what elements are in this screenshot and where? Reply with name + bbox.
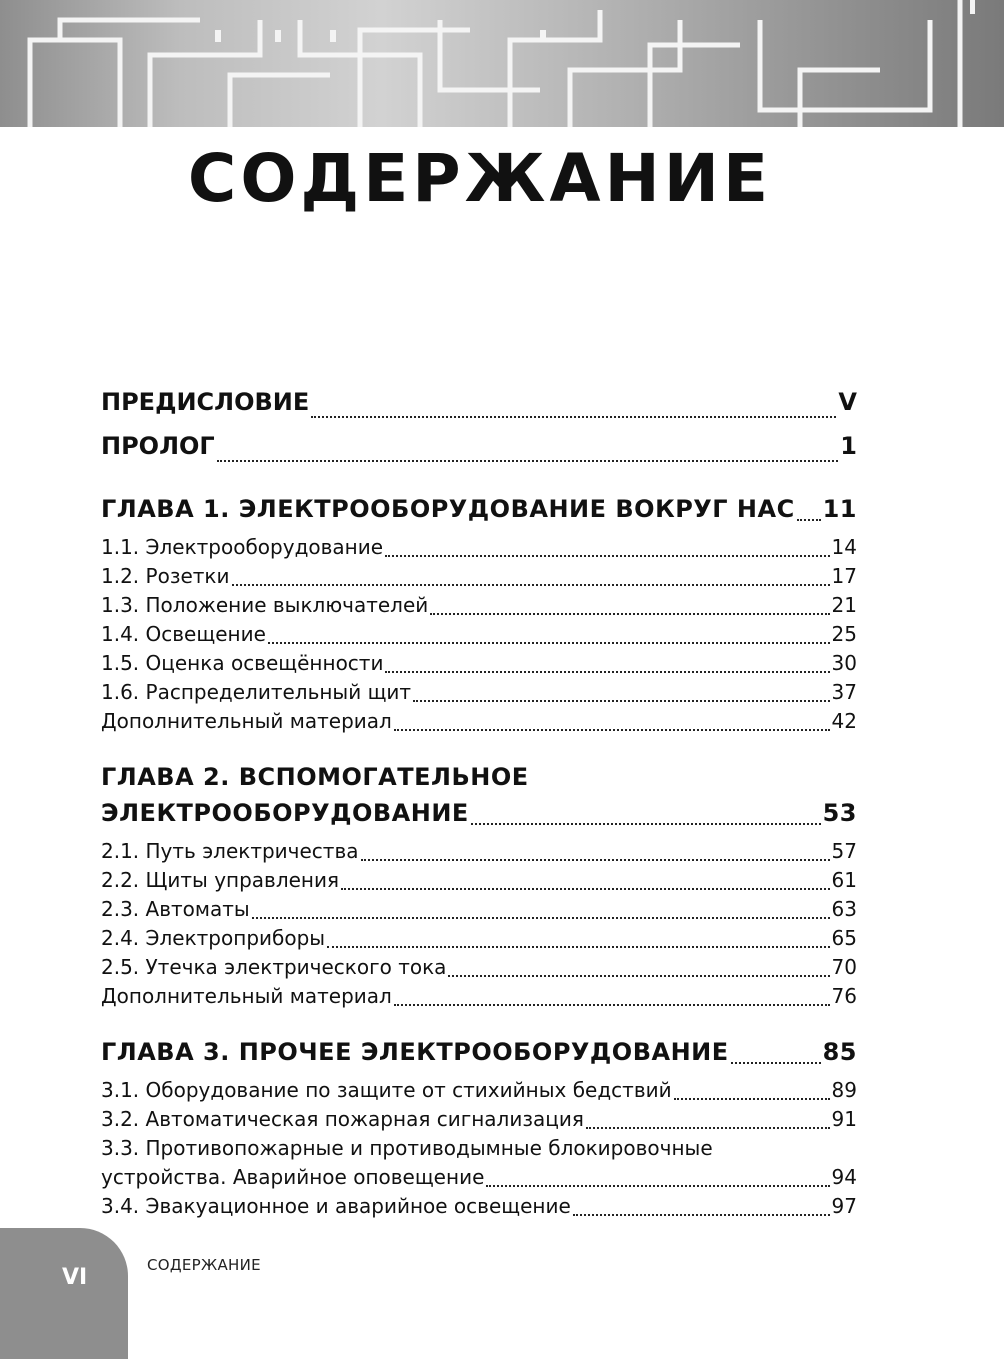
dot-leader	[385, 671, 829, 673]
dot-leader	[674, 1098, 830, 1100]
toc-section[interactable]	[101, 1163, 857, 1192]
dot-leader	[268, 642, 830, 644]
section-title: 2.2. Щиты управления	[101, 868, 340, 892]
toc-section[interactable]	[101, 895, 857, 924]
toc-section[interactable]	[101, 953, 857, 982]
entry-title: ПРЕДИСЛОВИЕ	[101, 388, 310, 416]
section-title: 2.4. Электроприборы	[101, 926, 326, 950]
section-page: 76	[831, 984, 857, 1008]
dot-leader	[471, 823, 821, 825]
dot-leader	[394, 1004, 830, 1006]
dot-leader	[586, 1127, 830, 1129]
section-page: 65	[831, 926, 857, 950]
dot-leader	[252, 917, 830, 919]
toc-section[interactable]	[101, 837, 857, 866]
dot-leader	[217, 460, 839, 462]
section-page: 37	[831, 680, 857, 704]
chapter-title: ГЛАВА 1. ЭЛЕКТРООБОРУДОВАНИЕ ВОКРУГ НАС	[101, 495, 795, 523]
header-banner	[0, 0, 1004, 127]
toc-section[interactable]	[101, 1192, 857, 1221]
section-page: 25	[831, 622, 857, 646]
toc-entry-prologue[interactable]	[101, 424, 857, 468]
running-title: СОДЕРЖАНИЕ	[147, 1256, 261, 1274]
dot-leader	[797, 519, 821, 521]
section-page: 42	[831, 709, 857, 733]
section-title: 1.3. Положение выключателей	[101, 593, 429, 617]
toc-chapter-3[interactable]	[101, 1034, 857, 1070]
table-of-contents	[101, 380, 857, 1221]
toc-section[interactable]	[101, 678, 857, 707]
section-page: 17	[831, 564, 857, 588]
section-page: 94	[831, 1165, 857, 1189]
page-title: СОДЕРЖАНИЕ	[187, 140, 773, 217]
toc-section[interactable]	[101, 591, 857, 620]
section-page: 21	[831, 593, 857, 617]
entry-page: 1	[840, 432, 857, 460]
dot-leader	[394, 729, 830, 731]
dot-leader	[486, 1185, 829, 1187]
dot-leader	[232, 584, 830, 586]
section-page: 61	[831, 868, 857, 892]
page-number-tab	[0, 1228, 128, 1359]
chapter-page: 11	[822, 495, 857, 523]
toc-section[interactable]	[101, 649, 857, 678]
toc-section[interactable]	[101, 562, 857, 591]
toc-section[interactable]	[101, 924, 857, 953]
toc-section[interactable]	[101, 707, 857, 736]
dot-leader	[731, 1062, 821, 1064]
section-title: 2.1. Путь электричества	[101, 839, 359, 863]
dot-leader	[448, 975, 829, 977]
toc-entry-preface[interactable]	[101, 380, 857, 424]
circuit-decoration-graphic	[0, 0, 1004, 127]
toc-section[interactable]	[101, 1105, 857, 1134]
toc-section[interactable]	[101, 982, 857, 1011]
section-title: 3.4. Эвакуационное и аварийное освещение	[101, 1194, 571, 1218]
section-3-3-title-line-1: 3.3. Противопожарные и противодымные блокировочные	[101, 1136, 713, 1160]
entry-page: V	[838, 388, 857, 416]
dot-leader	[430, 613, 829, 615]
dot-leader	[413, 700, 829, 702]
chapter-page: 85	[822, 1038, 857, 1066]
section-title: устройства. Аварийное оповещение	[101, 1165, 485, 1189]
section-title: Дополнительный материал	[101, 984, 392, 1008]
section-title: 2.3. Автоматы	[101, 897, 250, 921]
dot-leader	[573, 1214, 830, 1216]
section-page: 57	[831, 839, 857, 863]
page-number: VI	[62, 1265, 88, 1290]
dot-leader	[385, 555, 829, 557]
toc-section[interactable]	[101, 866, 857, 895]
section-title: 1.2. Розетки	[101, 564, 230, 588]
section-title: 1.6. Распределительный щит	[101, 680, 412, 704]
section-title: 2.5. Утечка электрического тока	[101, 955, 447, 979]
dot-leader	[311, 416, 836, 418]
section-title: 3.2. Автоматическая пожарная сигнализация	[101, 1107, 584, 1131]
section-page: 70	[831, 955, 857, 979]
dot-leader	[327, 946, 829, 948]
section-page: 91	[831, 1107, 857, 1131]
section-title: 1.1. Электрооборудование	[101, 535, 384, 559]
section-page: 63	[831, 897, 857, 921]
chapter-page: 53	[822, 799, 857, 827]
section-title: Дополнительный материал	[101, 709, 392, 733]
dot-leader	[341, 888, 830, 890]
dot-leader	[361, 859, 830, 861]
chapter-title: ГЛАВА 3. ПРОЧЕЕ ЭЛЕКТРООБОРУДОВАНИЕ	[101, 1038, 729, 1066]
toc-chapter-1[interactable]	[101, 491, 857, 527]
section-page: 89	[831, 1078, 857, 1102]
chapter-2-title-line-1: ГЛАВА 2. ВСПОМОГАТЕЛЬНОЕ	[101, 763, 529, 791]
section-title: 1.5. Оценка освещённости	[101, 651, 384, 675]
entry-title: ПРОЛОГ	[101, 432, 215, 460]
toc-chapter-2[interactable]	[101, 795, 857, 831]
section-title: 3.1. Оборудование по защите от стихийных бедствий	[101, 1078, 672, 1102]
section-page: 14	[831, 535, 857, 559]
chapter-title: ЭЛЕКТРООБОРУДОВАНИЕ	[101, 799, 469, 827]
section-page: 97	[831, 1194, 857, 1218]
toc-section[interactable]	[101, 620, 857, 649]
section-page: 30	[831, 651, 857, 675]
toc-section[interactable]	[101, 1076, 857, 1105]
section-title: 1.4. Освещение	[101, 622, 266, 646]
toc-section[interactable]	[101, 533, 857, 562]
